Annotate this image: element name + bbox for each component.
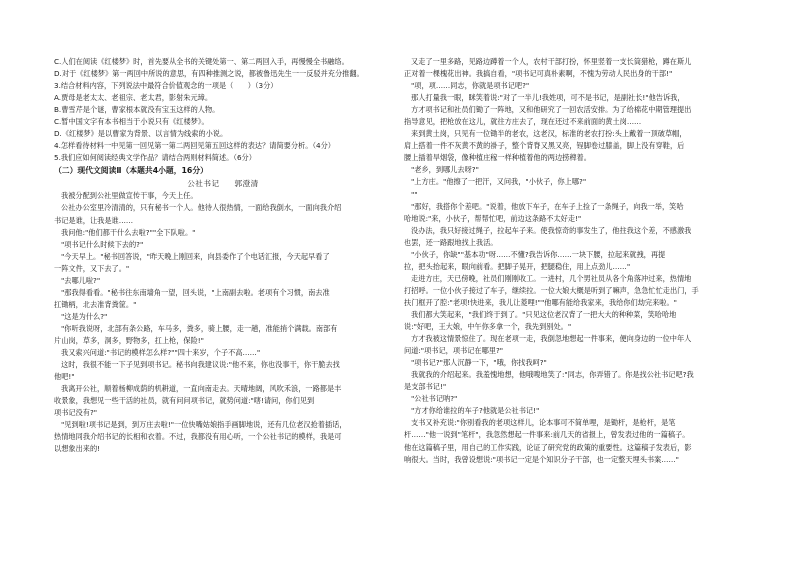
text-line: 打招呼。一位小伙子接过了车子，继续拉。一位大娘大概是听到了嘛声，急急忙忙走出门，手 xyxy=(404,285,699,295)
text-line: 拉，把头抬起来，眼向前看。把脚子晃开，把腿稳住，用上点劲儿……" xyxy=(404,261,631,271)
text-line: 我就我的介绍起来。我羞愧地想，他哦嗖地笑了:"同志，你弄错了。你是找公社书记吧?我 xyxy=(411,370,694,380)
text-line: "项，项……同志，你就是项书记吧?" xyxy=(411,81,530,91)
text-line: 我被分配到公社里做宣传干事，今天上任。 xyxy=(61,191,198,201)
text-line: "那好，我搭你个差吧。"说着，他放下车子，在车子上捡了一条绳子，向我一举，笑哈 xyxy=(411,201,684,211)
text-line: "方才你给谁拉的车子?他就是公社书记!" xyxy=(411,406,540,416)
text-line: "" xyxy=(411,189,418,199)
text-line: "老乡，到哪儿去呀?" xyxy=(411,165,479,175)
text-line: "小伙子，你缺""基本功"呀……不懂?我告诉你……一块下腰，拉起来就拽，再提 xyxy=(411,249,666,259)
text-line: 指导意见，把枪放在这儿，就往方庄去了，现在还过不来前面的黄土岗…… xyxy=(404,117,642,127)
text-line: "那我得看看。"秘书往东南墙角一望，回头说，"上南副去啦。老项有个习惯，南去准 xyxy=(61,287,330,297)
left-column xyxy=(54,56,392,455)
text-line: 是支部书记!" xyxy=(404,382,447,392)
text-line: 也罢，还一路跟地找上我活。 xyxy=(404,237,498,247)
text-line: 扶门框开了腔:"老项!快进来，我儿让菱哩!""他哪有能给我家来，我给你们劫完来啦。" xyxy=(404,297,677,307)
section-heading: （二）现代文阅读Ⅱ（本题共4小题，16分） xyxy=(54,166,208,176)
text-line: 3.结合材料内容，下列说法中最符合价值观念的一项是（ ）（3分） xyxy=(54,81,278,91)
text-line: 腰上插着旱烟袋，像种植庄稼一样种植着他的两边捞稗着。 xyxy=(404,153,591,163)
text-line: 项书记没有?" xyxy=(54,408,98,418)
text-line: "你听我说呀，北部有条公路，车马多，粪多，骑上腰，走一趟，准能捎个满载。南部有 xyxy=(61,323,338,333)
text-line: 片山岗，草多，洞多，野物多，扛上枪，保险!" xyxy=(54,335,204,345)
story-title-line xyxy=(54,177,392,190)
text-line: "这是为什么?" xyxy=(61,311,108,321)
question-options xyxy=(54,56,392,164)
text-line: 我问他:"他们都干什么去啦?""全下队啦。" xyxy=(61,227,196,237)
text-line: 支书又补充说:"你别看我的老项这样儿，论本事可不简单哩，是锄杆，是枪杆，是笔 xyxy=(411,418,676,428)
text-line: A.贾母是老太太、老祖宗、老太君，影射朱元璋。 xyxy=(54,93,213,103)
text-line: 我离开公社，顺着杨柳成荫的机耕道，一直向南走去。天晴地阔，风吹禾浪，一路都是丰 xyxy=(61,384,342,394)
text-line: C.暂中国文字有本书相当于小说只有《红楼梦》。 xyxy=(54,117,209,127)
text-line: 他在这篇稿子里，用自己的工作实践，论证了研究党的政策的重要性。这篇稿子发表后，影 xyxy=(404,442,692,452)
text-line: B.曹雪芹是个谜，曹家根本就没有宝玉这样的人物。 xyxy=(54,105,220,115)
text-line: 杆……"他一说到"笔杆"，我忽然想起一件事来:前几天的省报上，曾发表过他的一篇稿子。 xyxy=(404,430,690,440)
text-line: 一阵文件，又下去了。" xyxy=(54,263,130,273)
text-line: 我又索兴问道:"书记的模样怎么样?""四十来岁，个子不高……" xyxy=(61,348,261,358)
text-line: "去哪儿啦?" xyxy=(61,275,101,285)
text-line: 方才项书记和社员们锄了一阵地，又和他研究了一回农活安排。为了给棉花中期管理提出 xyxy=(411,105,692,115)
text-line: 书记是谁，让我是谁…… xyxy=(54,215,134,225)
text-line: 哈地说:"来，小伙子，帮帮忙吧，前边这条路不太好走!" xyxy=(404,213,582,223)
text-line: 肩上搭着一件不灰黄不黄的褂子，整个背脊又黑又亮，锃脚卷过膝盖，脚上没有穿鞋，后 xyxy=(404,141,685,151)
text-line: 热情地同我介绍书记的长相和衣着。不过，我都没有用心听，一个公社书记的模样，我是可 xyxy=(54,432,342,442)
text-line: 来到黄土岗，只见有一位锄半的老农，这老汉，标准的老农打扮:头上戴着一顶破草帽， xyxy=(411,129,687,139)
text-line: "项书记?"那人沉静一下，"哦，你找我呵?" xyxy=(411,358,547,368)
text-line: 以想象出来的! xyxy=(54,444,101,454)
text-line: 收景象，我想见一些干活的社员，就有问问项书记，就势问道:"嗐!请问，你们见到 xyxy=(54,396,315,406)
text-line: D.对于《红楼梦》第一两回中所说的意思，有四种推测之说，都被鲁迅先生一一反驳并充分推翻。 xyxy=(54,69,364,79)
text-line: 那人打量我一眼，眯笑着说:"对了一半儿!我姓项，可不是书记，是副社长!"他告诉我， xyxy=(411,93,685,103)
text-line: 他吧!" xyxy=(54,372,75,382)
text-line: 又走了一里多路，见路边蹲着一个人，农村干部打扮，怀里竖着一支长筒猎枪，蹲在斯儿 xyxy=(411,57,692,66)
text-line: "上方庄。"他擦了一把汗，又问我，"小伙子，你上哪?" xyxy=(411,177,587,187)
text-line: 走进方庄，天已傍晚，社员们刚刚收工。一进村，几个男社员从各个角落冲过来，热情地 xyxy=(411,273,692,283)
story-text-left xyxy=(54,190,392,455)
story-text-right xyxy=(404,56,744,466)
text-line: 响很大。当时，我曾设想说:"项书记一定是个知识分子干部，也一定整天埋头书案……" xyxy=(404,454,679,464)
text-line: 方才我被这情景惊住了。现在老项一走，我倒忽地想起一件事来，便向身边的一位中年人 xyxy=(411,334,692,344)
text-line: "项书记什么时候下去的?" xyxy=(61,239,144,249)
text-line: 这时，我很不能一下子见到项书记。秘书向我建议说:"他不来，你也没事干，你干脆去找 xyxy=(61,360,340,370)
text-line: 扛锄柄，北去准背粪筐。" xyxy=(54,299,137,309)
text-line: 4.怎样看待材料一中见第一回见第一第二两回见第五回这样的表达？请简要分析。（4分） xyxy=(54,141,335,151)
text-line: D.《红楼梦》是以曹家为背景、以言情为线索的小说。 xyxy=(54,129,228,139)
text-line: 问道:"项书记，项书记在哪里?" xyxy=(404,346,504,356)
right-column xyxy=(404,56,744,466)
text-line: 5.我们应如何阅读经典文学作品？请结合两则材料简述。（6分） xyxy=(54,153,256,163)
text-line: 公社办公室里冷清清的，只有秘书一个人。他待人很热情，一面给我倒水，一面向我介绍 xyxy=(61,203,342,213)
text-line: 我们都大笑起来，"我们终于到了。"只见这位老汉背了一把大大的种种菜，笑哈哈地 xyxy=(411,309,677,319)
story-author: 郭澄清 xyxy=(234,179,259,189)
text-line: "见到啦!项书记是到，到万庄去啦!"一位快嘴姑娘指手画脚地说，还有几位老汉抢着插话， xyxy=(61,420,347,430)
text-line: "今天早上。"秘书回答说，"昨天晚上刚回来，向县委作了个电话汇报，今天起早看了 xyxy=(61,251,330,261)
text-line: 正对着一棵槐花出神。我搞自看，"项书记可真朴素啊，不愧为劳动人民出身的干部!" xyxy=(404,69,673,79)
text-line: 没办法，我只好接过绳子，拉起车子来。使我惊奇的事发生了，他拄我这个差，不感激我 xyxy=(411,225,692,235)
text-line: C.人们在阅读《红楼梦》时，首先要从全书的关键处第一、第二两回入手，再慢慢全书融络。 xyxy=(54,57,349,66)
story-title: 公社书记 xyxy=(187,179,220,189)
text-line: 说:"好吧，王大娘，中午你多拿一个，我先到别处。" xyxy=(404,322,572,332)
text-line: "公社书记呐?" xyxy=(411,394,458,404)
